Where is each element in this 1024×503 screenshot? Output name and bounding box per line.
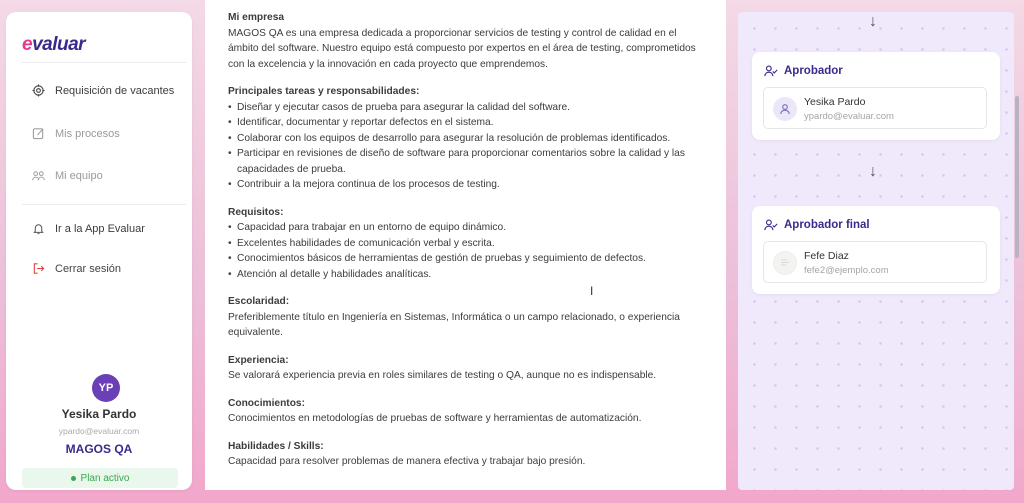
plan-status-label: Plan activo — [80, 472, 130, 484]
final-approver-card — [752, 206, 1000, 294]
user-icon — [779, 103, 791, 115]
avatar[interactable]: YP — [92, 374, 120, 402]
requirements-section — [228, 205, 704, 283]
skills-title: Habilidades / Skills: — [228, 440, 324, 452]
logout-label: Cerrar sesión — [55, 262, 122, 275]
list-item: • Excelentes habilidades de comunicación verbal y escrita. — [228, 236, 704, 252]
sidebar-item-label: Mis procesos — [55, 127, 120, 140]
target-icon — [32, 84, 45, 97]
approver-card — [752, 52, 1000, 140]
list-item: • Contribuir a la mejora continua de los procesos de testing. — [228, 177, 704, 193]
arrow-down-icon: ↓ — [869, 163, 877, 180]
bell-icon — [32, 222, 45, 235]
list-item: • Participar en revisiones de diseño de software para proporcionar comentarios sobre la calidad y las capacidades de prueba. — [228, 146, 704, 177]
knowledge-text: Conocimientos en metodologías de pruebas de software y herramientas de automatización. — [228, 413, 642, 424]
company-title: Mi empresa — [228, 12, 285, 23]
knowledge-section — [228, 396, 704, 427]
tasks-title: Principales tareas y responsabilidades: — [228, 86, 420, 97]
user-name: Yesika Pardo — [61, 407, 137, 421]
experience-section — [228, 353, 704, 384]
list-item: • Identificar, documentar y reportar defectos en el sistema. — [228, 115, 704, 131]
approver-email: ypardo@evaluar.com — [804, 111, 894, 122]
approver-person[interactable] — [763, 87, 987, 129]
evaluar-logo[interactable]: evaluar — [22, 34, 86, 55]
user-email: ypardo@evaluar.com — [58, 426, 140, 436]
final-approver-title — [764, 219, 870, 231]
go-to-evaluar-app-label: Ir a la App Evaluar — [55, 222, 145, 235]
user-organization: MAGOS QA — [65, 442, 133, 456]
list-item: • Colaborar con los equipos de desarrollo para asegurar la resolución de problemas identificados. — [228, 131, 704, 147]
list-item: • Capacidad para trabajar en un entorno de equipo dinámico. — [228, 220, 704, 236]
user-check-icon — [764, 65, 778, 77]
sidebar-item-label: Mi equipo — [55, 169, 103, 182]
final-approver-name: Fefe Diaz — [804, 250, 849, 262]
plan-status-badge — [22, 468, 178, 488]
experience-title: Experiencia: — [228, 354, 289, 366]
tasks-list — [228, 100, 704, 193]
skills-text: Capacidad para resolver problemas de manera efectiva y trabajar bajo presión. — [228, 456, 586, 467]
divider — [22, 204, 186, 205]
logout-icon — [32, 262, 45, 275]
divider — [22, 62, 186, 63]
company-text: MAGOS QA es una empresa dedicada a proporcionar servicios de testing y control de calidad en el ámbito del software. Nuestro equipo está compuesto por expertos en el área de testing, comprometidos con la excelencia y la innovación en cada proyecto que emprendemos. — [228, 27, 696, 70]
arrow-down-icon: ↓ — [869, 13, 877, 30]
education-section — [228, 294, 704, 341]
skills-section — [228, 439, 704, 470]
approver-name: Yesika Pardo — [804, 96, 866, 108]
approver-title-label: Aprobador — [784, 65, 843, 77]
text-cursor-icon: I — [590, 284, 594, 298]
scrollbar[interactable] — [1015, 96, 1019, 258]
education-text: Preferiblemente título en Ingeniería en Sistemas, Informática o un campo relacionado, o experiencia equivalente. — [228, 311, 680, 338]
sidebar-item-procesos[interactable] — [32, 127, 120, 140]
team-icon — [32, 169, 45, 182]
avatar — [773, 251, 797, 275]
logout-button[interactable] — [32, 262, 121, 275]
list-item: • Diseñar y ejecutar casos de prueba para asegurar la calidad del software. — [228, 100, 704, 116]
tasks-section — [228, 84, 704, 193]
final-approver-title-label: Aprobador final — [784, 219, 870, 231]
approval-flow-panel — [738, 12, 1014, 490]
sidebar-item-label: Requisición de vacantes — [55, 84, 175, 97]
sidebar-item-equipo[interactable] — [32, 169, 103, 182]
list-item: • Conocimientos básicos de herramientas de gestión de pruebas y seguimiento de defectos. — [228, 251, 704, 267]
profile-photo-icon — [779, 257, 791, 269]
requirements-title: Requisitos: — [228, 206, 284, 218]
edit-icon — [32, 127, 45, 140]
final-approver-email: fefe2@ejemplo.com — [804, 265, 889, 276]
job-description-panel — [205, 0, 726, 490]
requirements-list — [228, 220, 704, 282]
approver-title — [764, 65, 843, 77]
status-dot-icon — [71, 476, 76, 481]
user-check-icon — [764, 219, 778, 231]
company-section — [228, 10, 704, 72]
knowledge-title: Conocimientos: — [228, 397, 305, 409]
experience-text: Se valorará experiencia previa en roles similares de testing o QA, aunque no es indispensable. — [228, 370, 657, 381]
go-to-evaluar-app-link[interactable] — [32, 222, 145, 235]
final-approver-person[interactable] — [763, 241, 987, 283]
sidebar — [6, 12, 192, 490]
list-item: • Atención al detalle y habilidades analíticas. — [228, 267, 704, 283]
education-title: Escolaridad: — [228, 296, 290, 307]
avatar — [773, 97, 797, 121]
sidebar-item-requisicion[interactable] — [32, 84, 174, 97]
